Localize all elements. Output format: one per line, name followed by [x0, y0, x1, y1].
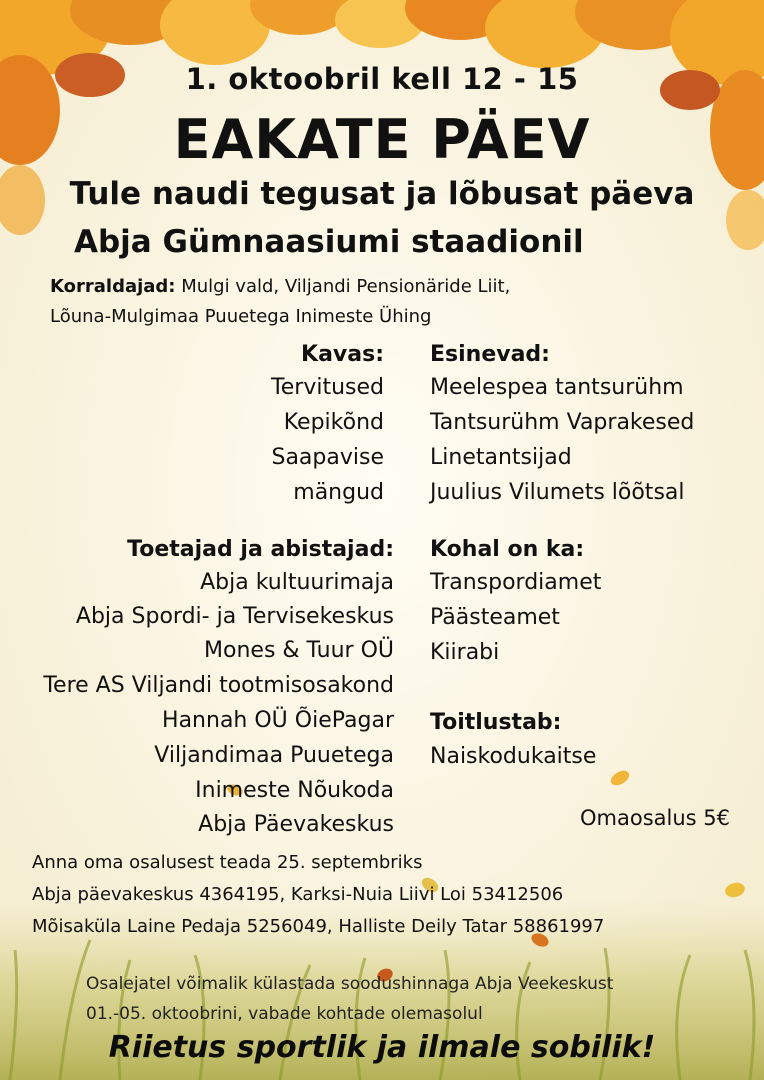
performer-item: Juulius Vilumets lõõtsal — [430, 480, 685, 505]
supporter-item: Inimeste Nõukoda — [195, 778, 394, 803]
event-title: EAKATE PÄEV — [173, 108, 591, 171]
supporter-item: Abja kultuurimaja — [200, 570, 394, 595]
program-heading: Kavas: — [301, 342, 384, 367]
onsite-item: Kiirabi — [430, 640, 500, 665]
supporter-item: Abja Spordi- ja Tervisekeskus — [75, 604, 394, 629]
organizers-names-1: Mulgi vald, Viljandi Pensionäride Liit, — [175, 276, 511, 297]
registration-line: Anna oma osalusest teada 25. septembriks — [32, 852, 423, 873]
organizers-line-1 — [50, 276, 510, 297]
program-item: Saapavise — [271, 445, 384, 470]
event-location: Abja Gümnaasiumi staadionil — [74, 224, 584, 260]
performer-item: Tantsurühm Vaprakesed — [430, 410, 695, 435]
spa-note-line: 01.-05. oktoobrini, vabade kohtade olemasolul — [86, 1004, 483, 1024]
spa-note-line: Osalejatel võimalik külastada soodushinnaga Abja Veekeskust — [86, 974, 614, 994]
program-item: mängud — [293, 480, 384, 505]
event-subtitle: Tule naudi tegusat ja lõbusat päeva — [69, 176, 695, 212]
supporter-item: Tere AS Viljandi tootmisosakond — [43, 673, 394, 698]
supporter-item: Hannah OÜ ÕiePagar — [162, 708, 394, 733]
registration-line: Abja päevakeskus 4364195, Karksi-Nuia Liivi Loi 53412506 — [32, 884, 564, 905]
registration-line: Mõisaküla Laine Pedaja 5256049, Halliste Deily Tatar 58861997 — [32, 916, 605, 937]
performers-heading: Esinevad: — [430, 342, 550, 367]
onsite-item: Päästeamet — [430, 605, 560, 630]
event-date: 1. oktoobril kell 12 - 15 — [185, 62, 579, 96]
supporter-item: Viljandimaa Puuetega — [154, 743, 394, 768]
organizers-line-2: Lõuna-Mulgimaa Puuetega Inimeste Ühing — [50, 306, 432, 327]
fee-text: Omaosalus 5€ — [580, 806, 730, 830]
onsite-heading: Kohal on ka: — [430, 537, 585, 562]
performer-item: Linetantsijad — [430, 445, 572, 470]
supporters-heading: Toetajad ja abistajad: — [127, 537, 394, 562]
dress-code-slogan: Riietus sportlik ja ilmale sobilik! — [108, 1030, 656, 1065]
program-item: Kepikõnd — [283, 410, 384, 435]
performer-item: Meelespea tantsurühm — [430, 375, 684, 400]
catering-item: Naiskodukaitse — [430, 744, 597, 769]
organizers-label: Korraldajad: — [50, 276, 176, 297]
program-item: Tervitused — [271, 375, 384, 400]
supporter-item: Mones & Tuur OÜ — [204, 638, 394, 663]
catering-heading: Toitlustab: — [430, 710, 562, 735]
supporter-item: Abja Päevakeskus — [198, 812, 394, 837]
onsite-item: Transpordiamet — [430, 570, 602, 595]
